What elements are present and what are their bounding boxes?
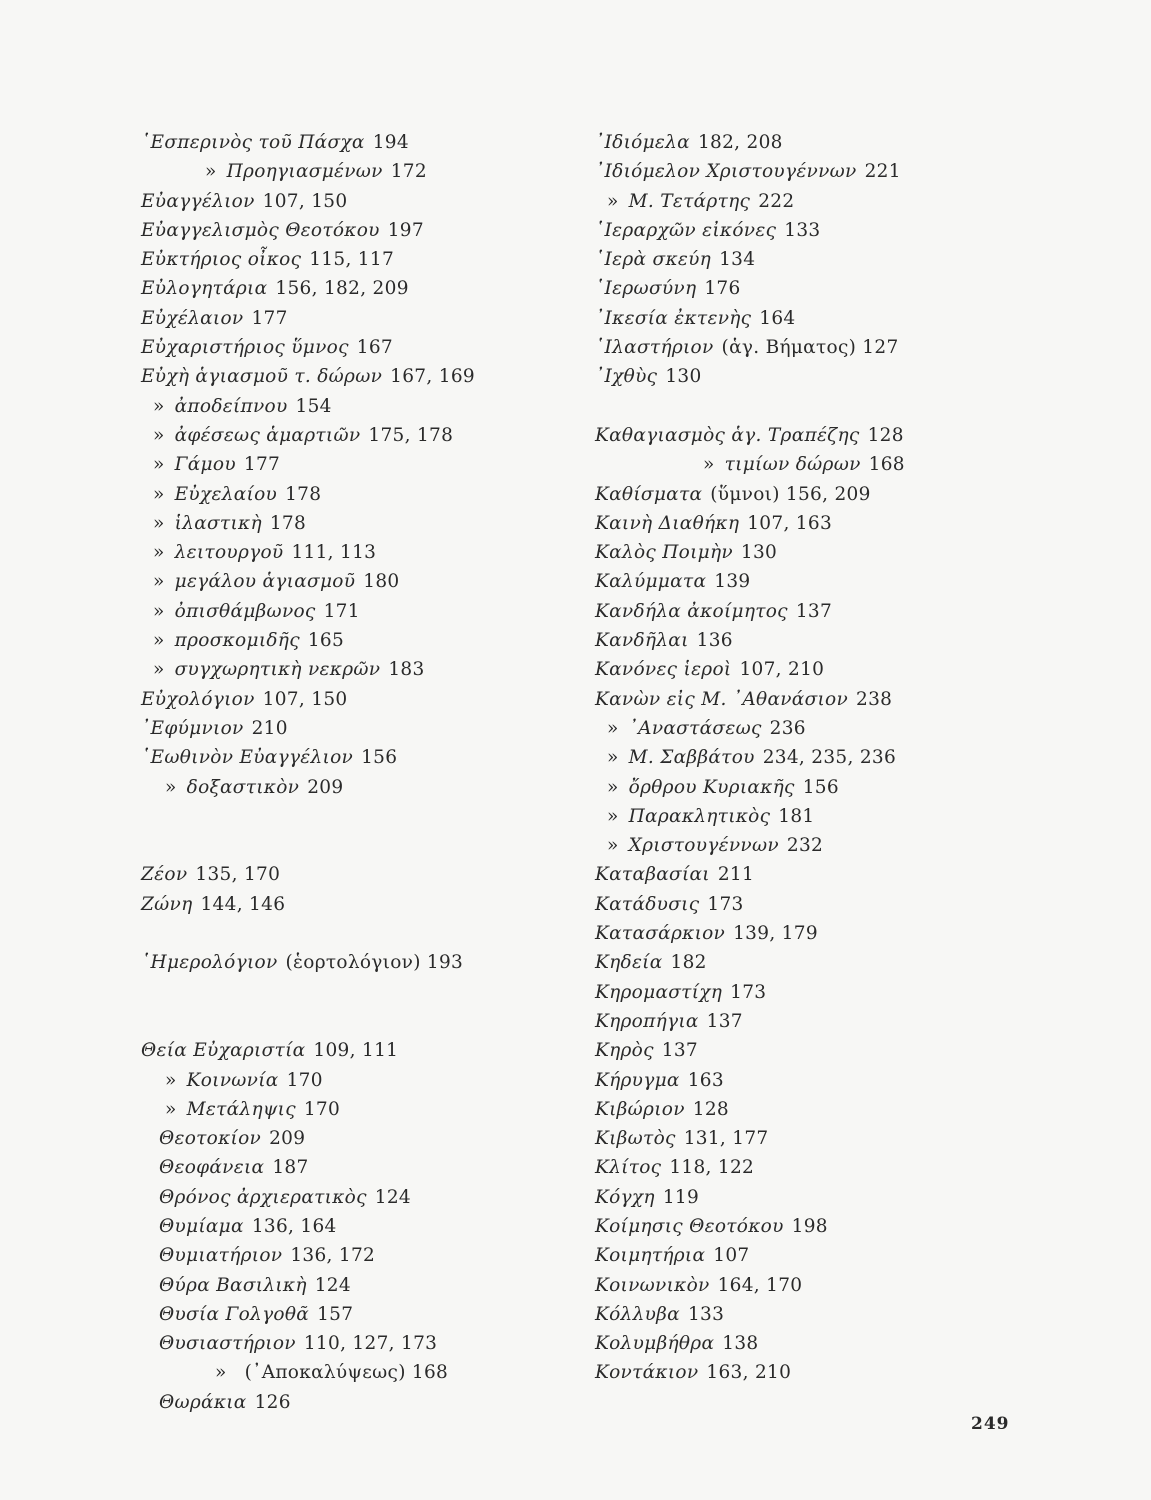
index-term: ᾿Εφύμνιον — [141, 717, 244, 739]
index-entry — [141, 1300, 581, 1329]
index-entry — [595, 860, 1065, 889]
index-term: συγχωρητικὴ νεκρῶν — [174, 659, 381, 681]
index-entry — [595, 421, 1065, 450]
index-entry — [141, 1066, 581, 1095]
page-references: 170 — [286, 1069, 323, 1091]
page-references: 234, 235, 236 — [762, 747, 897, 769]
index-entry — [595, 1329, 1065, 1358]
index-term: Κιβωτὸς — [595, 1128, 676, 1150]
page-references: 178 — [285, 483, 322, 505]
index-entry — [595, 1183, 1065, 1212]
index-entry — [595, 655, 1065, 684]
index-term: Κήρυγμα — [595, 1069, 680, 1091]
index-entry — [595, 157, 1065, 186]
index-entry — [141, 128, 581, 157]
page-references: 110, 127, 173 — [303, 1333, 438, 1355]
index-entry — [595, 509, 1065, 538]
index-term: Θρόνος ἀρχιερατικὸς — [159, 1186, 367, 1208]
index-entry — [141, 538, 581, 567]
page-references: 194 — [372, 132, 409, 153]
index-term: Κοιμητήρια — [595, 1245, 706, 1267]
page-references: 124 — [374, 1186, 411, 1208]
page-references: (᾿Αποκαλύψεως) 168 — [244, 1362, 449, 1384]
page-references: 131, 177 — [683, 1128, 769, 1150]
index-entry — [141, 1329, 581, 1358]
index-term: ᾿Ιχθὺς — [595, 366, 658, 388]
page-references: 163 — [687, 1069, 724, 1091]
index-term: Εὐκτήριος οἶκος — [141, 249, 302, 271]
page-references: 156 — [802, 776, 839, 798]
page-references: 126 — [254, 1391, 291, 1413]
page-references: 156, 182, 209 — [275, 278, 409, 300]
page-references: 211 — [717, 864, 755, 886]
index-entry — [141, 1095, 581, 1124]
index-entry — [141, 333, 581, 362]
index-term: Κοντάκιον — [595, 1362, 699, 1384]
index-term: Εὐχαριστήριος ὕμνος — [141, 337, 349, 359]
index-term: Κοίμησις Θεοτόκου — [595, 1215, 784, 1237]
index-entry — [141, 1388, 581, 1417]
page-references: 163, 210 — [706, 1362, 792, 1384]
page-number: 249 — [971, 1414, 1010, 1434]
index-entry — [595, 333, 1065, 362]
page-references: 133 — [687, 1303, 725, 1325]
page-references: 181 — [778, 805, 815, 827]
index-term: Κηδεία — [595, 952, 663, 974]
index-term: Κιβώριον — [595, 1098, 685, 1120]
index-entry — [595, 567, 1065, 596]
page-references: 137 — [795, 600, 833, 622]
index-term: Κόγχη — [595, 1186, 655, 1208]
continuation-mark: » — [205, 161, 217, 183]
page-references: 168 — [868, 454, 905, 476]
index-entry — [595, 1300, 1065, 1329]
page-references: 128 — [692, 1098, 729, 1120]
page-references: 107 — [713, 1245, 750, 1267]
continuation-mark: » — [153, 542, 165, 564]
index-term: προσκομιδῆς — [174, 630, 300, 652]
index-entry — [141, 773, 581, 802]
index-term: Μ. Σαββάτου — [628, 747, 755, 769]
index-term: Κανὼν εἰς Μ. ᾿Αθανάσιον — [595, 688, 849, 710]
section-gap — [141, 1007, 581, 1036]
index-entry — [595, 1007, 1065, 1036]
page-references: 171 — [323, 600, 360, 622]
index-term: Κλίτος — [595, 1157, 662, 1179]
page-references: 182, 208 — [697, 132, 783, 153]
index-term: Εὐαγγελισμὸς Θεοτόκου — [141, 219, 380, 241]
index-entry — [141, 1036, 581, 1065]
index-entry — [595, 626, 1065, 655]
index-entry — [141, 245, 581, 274]
index-entry — [141, 948, 581, 977]
index-column-left — [141, 128, 581, 1417]
page-references: (ἁγ. Βήματος) 127 — [721, 337, 899, 359]
continuation-mark: » — [165, 1069, 177, 1091]
index-term: τιμίων δώρων — [724, 454, 861, 476]
index-entry — [595, 890, 1065, 919]
index-entry — [595, 1358, 1065, 1387]
index-term: ἱλαστικὴ — [174, 512, 262, 534]
index-term: ὀπισθάμβωνος — [174, 600, 316, 622]
section-gap — [141, 831, 581, 860]
page-references: 130 — [740, 542, 778, 564]
index-entry — [595, 1271, 1065, 1300]
index-term: Καθίσματα — [595, 483, 703, 505]
page-references: 107, 150 — [262, 688, 348, 710]
index-term: Θυμιατήριον — [159, 1245, 283, 1267]
continuation-mark: » — [153, 659, 165, 681]
index-entry — [141, 421, 581, 450]
page-references: 139, 179 — [733, 923, 818, 945]
index-entry — [141, 450, 581, 479]
index-entry — [141, 743, 581, 772]
continuation-mark: » — [607, 747, 619, 769]
page-references: 209 — [269, 1128, 306, 1150]
index-term: Παρακλητικὸς — [628, 805, 771, 827]
index-term: Μετάληψις — [186, 1098, 296, 1120]
continuation-mark: » — [607, 805, 619, 827]
index-term: Εὐχολόγιον — [141, 688, 255, 710]
index-entry — [595, 597, 1065, 626]
index-entry — [595, 538, 1065, 567]
index-entry — [141, 274, 581, 303]
index-term: Ζέον — [141, 864, 188, 886]
index-entry — [141, 1212, 581, 1241]
index-term: Καινὴ Διαθήκη — [595, 512, 740, 534]
page-references: 183 — [388, 659, 425, 681]
index-entry — [595, 128, 1065, 157]
continuation-mark: » — [215, 1362, 227, 1384]
page-references: 167, 169 — [390, 366, 475, 388]
index-entry — [595, 304, 1065, 333]
section-gap — [141, 919, 581, 948]
index-entry — [595, 216, 1065, 245]
index-term: ῾Ιεραρχῶν εἰκόνες — [595, 219, 777, 241]
index-term: ῾Ιερὰ σκεύη — [595, 249, 712, 271]
index-term: Κανδῆλαι — [595, 630, 689, 652]
page-references: 232 — [786, 835, 824, 857]
index-entry — [141, 1153, 581, 1182]
index-entry — [141, 1358, 581, 1387]
index-entry — [141, 860, 581, 889]
index-term: ῾Εωθινὸν Εὐαγγέλιον — [141, 747, 354, 769]
index-entry — [595, 1036, 1065, 1065]
section-gap — [141, 802, 581, 831]
index-term: Εὐαγγέλιον — [141, 190, 255, 212]
index-entry — [595, 802, 1065, 831]
index-entry — [141, 1124, 581, 1153]
index-term: Κόλλυβα — [595, 1303, 680, 1325]
index-term: Καλύμματα — [595, 571, 707, 593]
page-references: 180 — [363, 571, 400, 593]
index-entry — [595, 362, 1065, 391]
index-entry — [141, 216, 581, 245]
page-references: 138 — [722, 1333, 759, 1355]
index-term: Κηρομαστίχη — [595, 981, 723, 1003]
index-term: Κοινωνικὸν — [595, 1274, 710, 1296]
page-references: 222 — [758, 190, 795, 212]
page-references: 156 — [361, 747, 398, 769]
index-entry — [595, 773, 1065, 802]
index-term: Προηγιασμένων — [226, 161, 383, 183]
index-entry — [141, 480, 581, 509]
index-term: Κοινωνία — [186, 1069, 279, 1091]
index-term: Εὐλογητάρια — [141, 278, 268, 300]
index-entry — [595, 1066, 1065, 1095]
page-references: 109, 111 — [313, 1040, 399, 1062]
page-references: 175, 178 — [368, 424, 454, 446]
index-entry — [595, 1212, 1065, 1241]
index-term: Χριστουγέννων — [628, 835, 779, 857]
index-entry — [141, 1183, 581, 1212]
page-references: 209 — [307, 776, 344, 798]
page-references: 139 — [714, 571, 751, 593]
page-references: 115, 117 — [309, 249, 395, 271]
index-term: Εὐχελαίου — [174, 483, 278, 505]
index-term: ᾿Ιδιόμελον Χριστουγέννων — [595, 161, 857, 183]
index-term: Θύρα Βασιλικὴ — [159, 1274, 307, 1296]
index-term: Καλὸς Ποιμὴν — [595, 542, 733, 564]
continuation-mark: » — [607, 835, 619, 857]
page-references: 137 — [706, 1010, 743, 1032]
index-term: Θυμίαμα — [159, 1215, 244, 1237]
continuation-mark: » — [607, 776, 619, 798]
continuation-mark: » — [153, 600, 165, 622]
continuation-mark: » — [153, 630, 165, 652]
index-entry — [141, 626, 581, 655]
continuation-mark: » — [607, 717, 619, 739]
page-references: 119 — [662, 1186, 700, 1208]
page-references: 187 — [272, 1157, 309, 1179]
index-term: Θυσία Γολγοθᾶ — [159, 1303, 310, 1325]
index-entry — [141, 187, 581, 216]
index-term: Εὐχὴ ἁγιασμοῦ τ. δώρων — [141, 366, 383, 388]
index-entry — [595, 948, 1065, 977]
page-references: 136, 164 — [251, 1215, 337, 1237]
section-gap — [141, 978, 581, 1007]
index-entry — [595, 1124, 1065, 1153]
index-entry — [141, 655, 581, 684]
index-entry — [141, 362, 581, 391]
index-term: Κατάδυσις — [595, 893, 700, 915]
index-entry — [595, 743, 1065, 772]
index-term: Κατασάρκιον — [595, 923, 726, 945]
index-term: Κηροπήγια — [595, 1010, 699, 1032]
index-entry — [595, 245, 1065, 274]
continuation-mark: » — [153, 483, 165, 505]
page-references: 124 — [314, 1274, 351, 1296]
index-entry — [595, 714, 1065, 743]
index-entry — [141, 392, 581, 421]
page-references: 172 — [390, 161, 427, 183]
page-references: 144, 146 — [200, 893, 286, 915]
page-references: 177 — [251, 307, 288, 329]
page-references: 173 — [730, 981, 767, 1003]
index-term: ᾿Ιδιόμελα — [595, 132, 690, 153]
index-term: Κανόνες ἱεροὶ — [595, 659, 732, 681]
index-term: Θωράκια — [159, 1391, 247, 1413]
index-term: Εὐχέλαιον — [141, 307, 244, 329]
continuation-mark: » — [607, 190, 619, 212]
page-references: 157 — [317, 1303, 354, 1325]
page-references: 130 — [665, 366, 702, 388]
page-references: 178 — [269, 512, 307, 534]
continuation-mark: » — [153, 395, 165, 417]
index-entry — [595, 480, 1065, 509]
continuation-mark: » — [153, 454, 165, 476]
index-entry — [141, 157, 581, 186]
page-references: 198 — [791, 1215, 828, 1237]
index-term: Θεία Εὐχαριστία — [141, 1040, 306, 1062]
continuation-mark: » — [153, 512, 165, 534]
index-term: Μ. Τετάρτης — [628, 190, 751, 212]
index-term: Θεοφάνεια — [159, 1157, 265, 1179]
index-entry — [141, 1271, 581, 1300]
index-term: λειτουργοῦ — [174, 542, 284, 564]
page-references: 136, 172 — [290, 1245, 376, 1267]
index-term: ὄρθρου Κυριακῆς — [628, 776, 795, 798]
page-references: 133 — [784, 219, 821, 241]
index-term: Κηρὸς — [595, 1040, 654, 1062]
page-references: 134 — [719, 249, 756, 271]
index-term: ἀφέσεως ἁμαρτιῶν — [174, 424, 361, 446]
page-references: (ὕμνοι) 156, 209 — [710, 483, 871, 505]
page-references: 167 — [356, 337, 393, 359]
index-entry — [595, 919, 1065, 948]
index-column-right — [595, 128, 1065, 1388]
index-term: Γάμου — [174, 454, 236, 476]
index-term: ᾿Αναστάσεως — [628, 717, 762, 739]
page-references: 128 — [867, 424, 904, 446]
index-term: Θεοτοκίον — [159, 1128, 262, 1150]
index-term: Καταβασίαι — [595, 864, 710, 886]
page-references: 238 — [856, 688, 893, 710]
page-references: 164 — [759, 307, 796, 329]
index-entry — [141, 1241, 581, 1270]
index-entry — [595, 450, 1065, 479]
page-references: 165 — [307, 630, 345, 652]
index-entry — [141, 685, 581, 714]
page-references: 173 — [707, 893, 744, 915]
index-term: Κανδήλα ἀκοίμητος — [595, 600, 788, 622]
index-term: Καθαγιασμὸς ἁγ. Τραπέζης — [595, 424, 860, 446]
page-references: 236 — [769, 717, 806, 739]
index-term: μεγάλου ἁγιασμοῦ — [174, 571, 356, 593]
index-entry — [141, 567, 581, 596]
continuation-mark: » — [153, 424, 165, 446]
page-references: 118, 122 — [669, 1157, 755, 1179]
index-entry — [595, 187, 1065, 216]
index-entry — [595, 685, 1065, 714]
page-references: 164, 170 — [717, 1274, 803, 1296]
index-term: Κολυμβήθρα — [595, 1333, 715, 1355]
page-references: 107, 150 — [262, 190, 348, 212]
page-references: (ἑορτολόγιον) 193 — [285, 952, 464, 974]
index-entry — [595, 274, 1065, 303]
page-references: 135, 170 — [195, 864, 281, 886]
index-term: δοξαστικὸν — [186, 776, 300, 798]
continuation-mark: » — [153, 571, 165, 593]
page-references: 210 — [251, 717, 288, 739]
index-entry — [595, 978, 1065, 1007]
page-references: 182 — [670, 952, 707, 974]
page-references: 221 — [864, 161, 901, 183]
page-references: 177 — [243, 454, 281, 476]
index-entry — [141, 714, 581, 743]
index-entry — [141, 304, 581, 333]
continuation-mark: » — [165, 776, 177, 798]
index-term: ῾Ημερολόγιον — [141, 952, 278, 974]
index-term: Θυσιαστήριον — [159, 1333, 296, 1355]
page-references: 136 — [696, 630, 733, 652]
page-references: 170 — [303, 1098, 341, 1120]
page-references: 107, 163 — [747, 512, 833, 534]
section-gap — [595, 392, 1065, 421]
index-entry — [141, 890, 581, 919]
index-entry — [141, 597, 581, 626]
index-term: ἀποδείπνου — [174, 395, 288, 417]
page-references: 176 — [704, 278, 741, 300]
page-references: 111, 113 — [291, 542, 377, 564]
index-entry — [595, 1095, 1065, 1124]
index-term: ῾Ιερωσύνη — [595, 278, 697, 300]
index-term: ᾿Ικεσία ἐκτενὴς — [595, 307, 752, 329]
index-entry — [595, 831, 1065, 860]
index-entry — [595, 1153, 1065, 1182]
index-term: ῾Ιλαστήριον — [595, 337, 714, 359]
page-references: 137 — [661, 1040, 698, 1062]
page-references: 107, 210 — [739, 659, 825, 681]
index-entry — [141, 509, 581, 538]
index-term: ῾Εσπερινὸς τοῦ Πάσχα — [141, 132, 365, 153]
page-references: 154 — [295, 395, 332, 417]
index-entry — [595, 1241, 1065, 1270]
continuation-mark: » — [165, 1098, 177, 1120]
page-references: 197 — [387, 219, 424, 241]
continuation-mark: » — [703, 454, 715, 476]
index-term: Ζώνη — [141, 893, 193, 915]
